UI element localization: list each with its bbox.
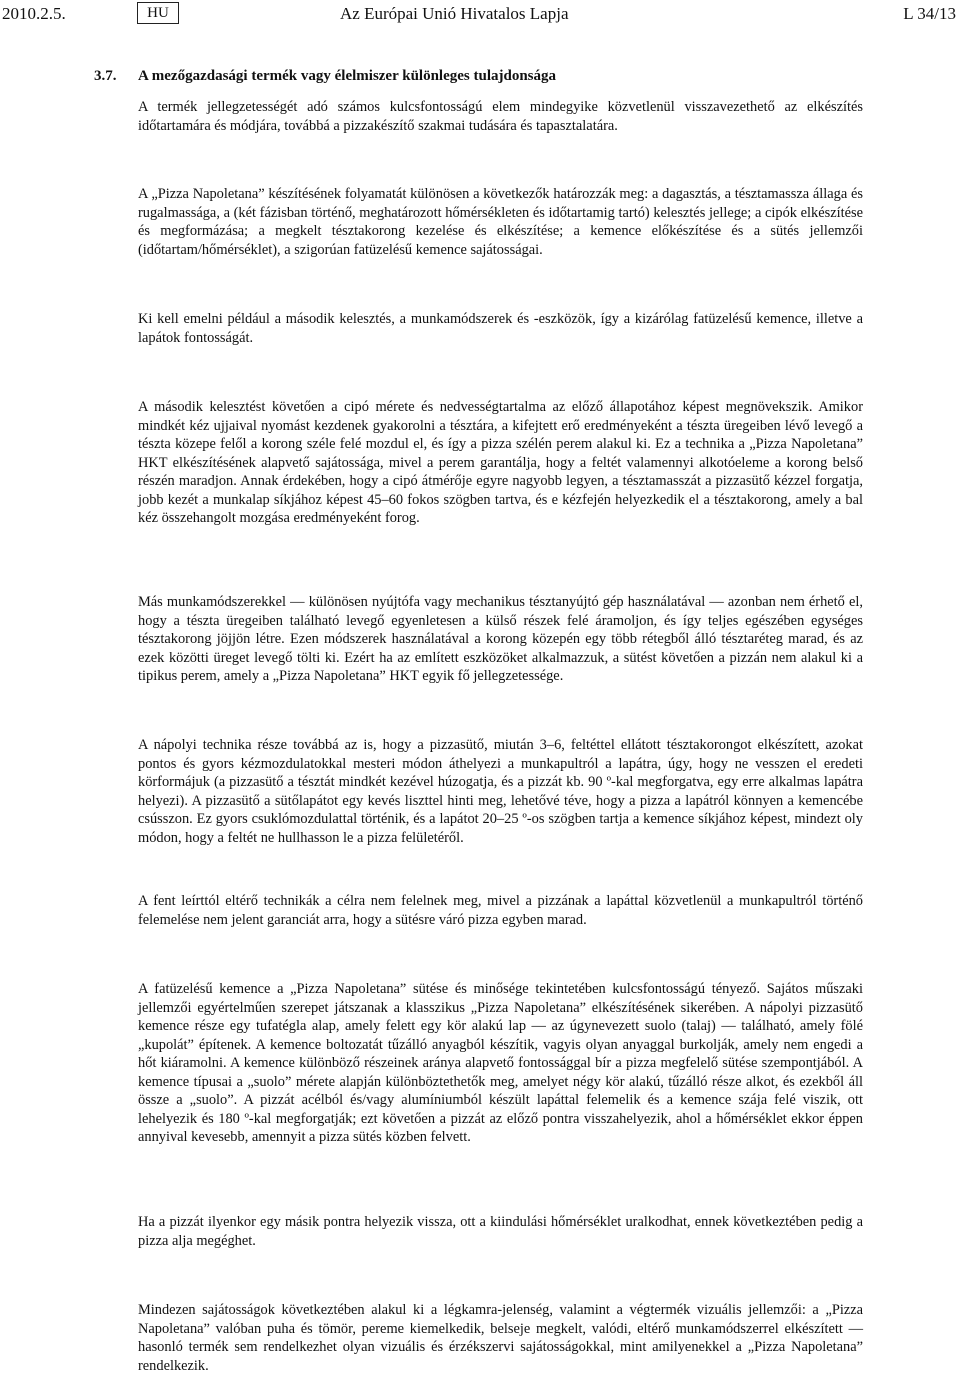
page-reference: L 34/13: [903, 4, 956, 23]
page-header: [0, 2, 960, 28]
publication-date: 2010.2.5.: [2, 4, 66, 23]
paragraph-5: Más munkamódszerekkel — különösen nyújtófa vagy mechanikus tésztanyújtó gép használatával — azonban nem érhető el, hogy a tészta üregeiben található levegő egyenletesen a külső részek felé áramoljon, és így teljes egészében egységes tésztakorong jöjjön létre. Ezen módszerek használatával a korong közepén egy több rétegből álló tésztaréteg marad, és az ezek közötti üreget levegő tölti ki. Ezért ha az említett eszközöket alkalmazzuk, a sütést követően a pizzán nem alakul ki a tipikus perem, amely a „Pizza Napoletana” HKT egyik fő jellegzetessége.: [138, 594, 863, 684]
language-code-box: HU: [137, 2, 179, 24]
paragraph-3: Ki kell emelni például a második kelesztés, a munkamódszerek és -eszközök, így a kizárólag fatüzelésű kemence, illetve a lapátok fontosságát.: [138, 311, 863, 346]
paragraph-6: A nápolyi technika része továbbá az is, hogy a pizzasütő, miután 3–6, feltéttel ellátott tésztakorongot elkészített, azokat pontos és gyors kézmozdulatokkal mesteri módon áthelyezi a munkapultról a lapátra, úgy, hogy ne vesszen el eredeti körformájuk (a pizzasütő a tésztát mindkét kezével húzogatja, és a pizzát kb. 90 º-kal megforgatva, egy erre alkalmas lapátra helyezi). A pizzasütő a sütőlapátot egy kevés liszttel hinti meg, lehetővé téve, hogy a pizza a lapátról könnyen a kemencébe csússzon. Ez gyors csuklómozdulattal történik, és a lapátot 20–25 º-os szögben tartja a kemence síkjához képest, mindezt oly módon, hogy a feltét ne hullhasson le a pizza felületéről.: [138, 737, 863, 846]
paragraph-4: A második kelesztést követően a cipó mérete és nedvességtartalma az előző állapotához képest megnövekszik. Amikor mindkét kéz ujjaival nyomást kezdenek gyakorolni a tésztára, a kifejtett erő eredményeként a tészta üregeiben lévő levegő a tészta közepe felől a korong széle felé mozdul el, és így a pizza szélén perem alakul ki. Ez a technika a „Pizza Napoletana” HKT elkészítésének alapvető sajátossága, mivel a perem garantálja, hogy a feltét valamennyi alkotóeleme a korong belső részén maradjon. Annak érdekében, hogy a cipó átmérője egyre nagyobb legyen, a tésztamasszát a pizzasütő kézzel forgatja, jobb kezét a munkalap síkjához képest 45–60 fokos szögben tartva, és e kézfején helyezkedik el a tésztakorong, amely a bal kéz összehangolt mozgása eredményeként forog.: [138, 399, 863, 526]
section-heading: [94, 68, 874, 85]
section-number: 3.7.: [94, 68, 117, 84]
paragraph-8: A fatüzelésű kemence a „Pizza Napoletana” sütése és minősége tekintetében kulcsfontosságú tényező. Sajátos műszaki jellemzői egyértelműen szerepet játszanak a klasszikus „Pizza Napoletana” elkészítésének sikerében. A nápolyi pizzasütő kemence része egy tufatégla alap, amely felett egy kör alakú lap — az úgynevezett suolo (talaj) — található, amely fölé „kupolát” építenek. A kemence boltozatát tűzálló anyagból készítik, vagyis olyan anyaggal burkolják, amely nem engedi a hőt kiáramolni. A kemence különböző részeinek aránya alapvető fontossággal bír a pizza megfelelő sütése szempontjából. A kemence típusai a „suolo” mérete alapján különböztethetők meg, amelyet négy kör alakú, tűzálló része alkot, és ezekből áll össze a „suolo”. A pizzát acélból és/vagy alumíniumból készült lapáttal felemelik és a kemence szája felé viszik, ott lehelyezik és 180 º-kal megforgatják; ezt követően a pizzát az előző pontra visszahelyezik, ahol a hőmérséklet ekkor éppen annyival kevesebb, amennyit a pizza sütés közben felvett.: [138, 981, 863, 1145]
paragraph-10: Mindezen sajátosságok következtében alakul ki a légkamra-jelenség, valamint a végtermék vizuális jellemzői: a „Pizza Napoletana” valóban puha és tömör, pereme kiemelkedik, belseje megkelt, valódi, eltérő munkamódszerrel elkészített — hasonló termék sem rendelkezhet olyan vizuális és érzékszervi sajátosságokkal, mint amilyenekkel a „Pizza Napoletana” rendelkezik.: [138, 1302, 863, 1374]
paragraph-7: A fent leírttól eltérő technikák a célra nem felelnek meg, mivel a pizzának a lapáttal közvetlenül a munkapultról történő felemelése nem jelent garanciát arra, hogy a sütésre váró pizza egyben marad.: [138, 893, 863, 928]
journal-title: Az Európai Unió Hivatalos Lapja: [340, 4, 569, 23]
paragraph-9: Ha a pizzát ilyenkor egy másik pontra helyezik vissza, ott a kiindulási hőmérséklet uralkodhat, ennek következtében pedig a pizza alja megéghet.: [138, 1214, 863, 1249]
paragraph-2: A „Pizza Napoletana” készítésének folyamatát különösen a következők határozzák meg: a dagasztás, a tésztamassza állaga és rugalmassága, a (két fázisban történő, meghatározott hőmérsékleten és időtartamig tartó) kelesztés jellege; a cipók elkészítése és megformázása; a megkelt tésztakorong kezelése és elkészítése; a kemence előkészítése és a sütés jellemzői (időtartam/hőmérséklet), a szigorúan fatüzelésű kemence sajátosságai.: [138, 186, 863, 258]
paragraph-1: A termék jellegzetességét adó számos kulcsfontosságú elem mindegyike közvetlenül visszavezethető az elkészítés időtartamára és módjára, továbbá a pizzakészítő szakmai tudására és tapasztalatára.: [138, 99, 863, 134]
section-title: A mezőgazdasági termék vagy élelmiszer különleges tulajdonsága: [138, 68, 557, 84]
